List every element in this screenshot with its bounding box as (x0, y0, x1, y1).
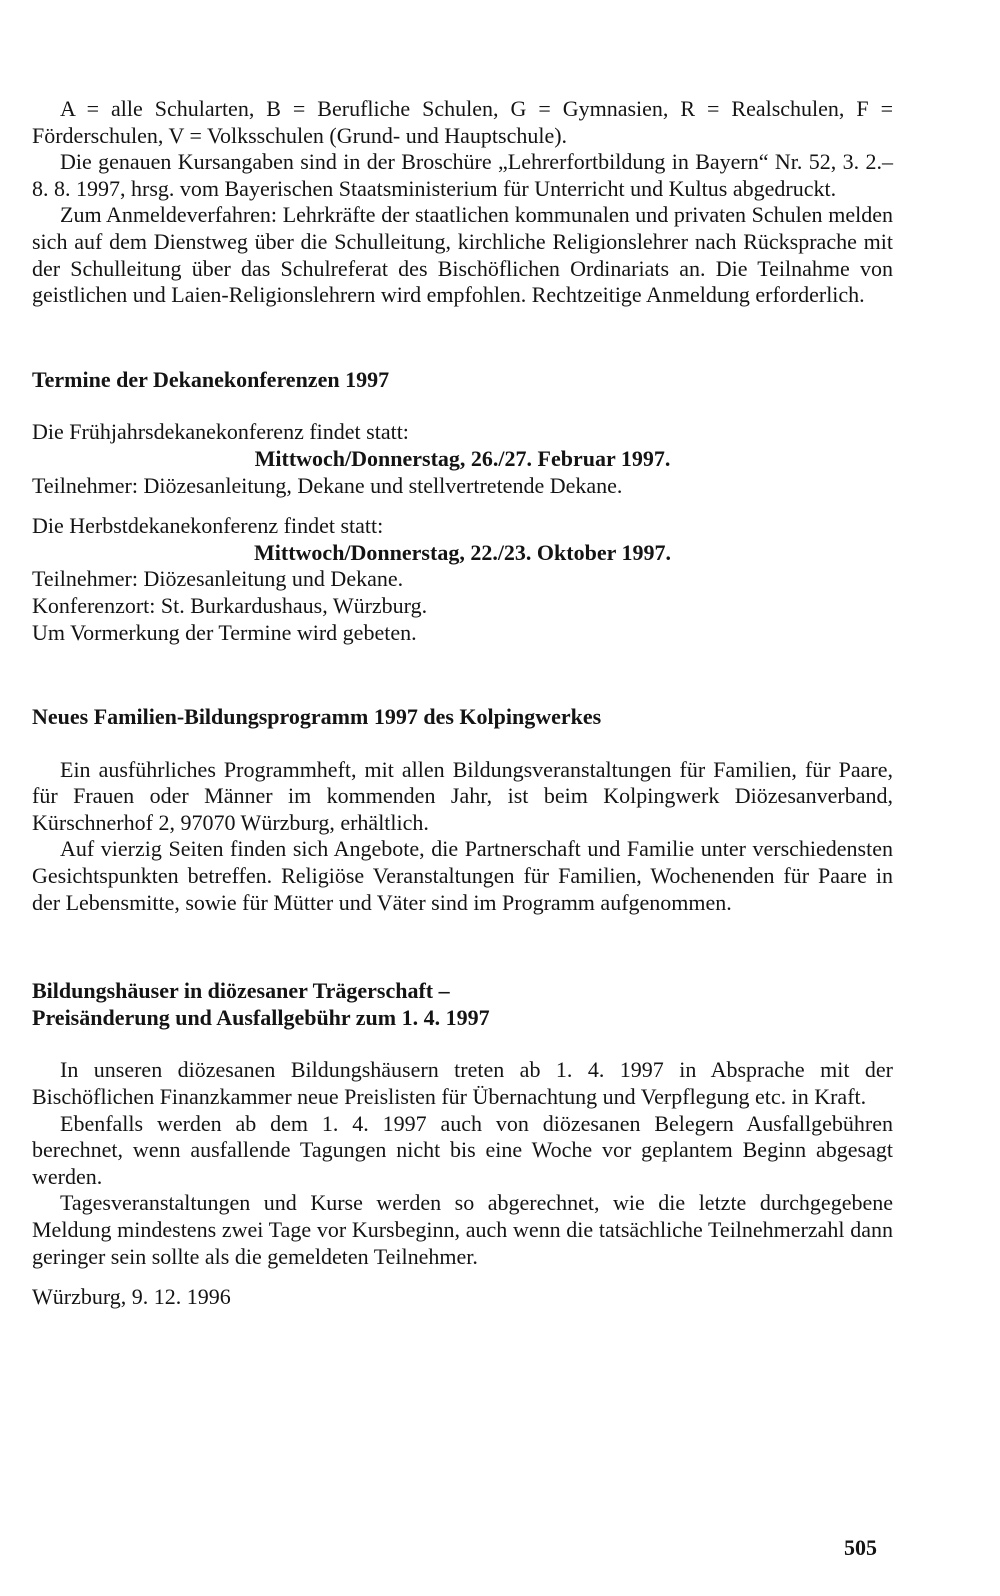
kolping-section (32, 704, 893, 916)
bildungshaeuser-heading-line-1: Bildungshäuser in diözesaner Trägerschaft – (32, 978, 450, 1004)
place-and-date: Würzburg, 9. 12. 1996 (32, 1284, 231, 1310)
registration-paragraph: Zum Anmeldeverfahren: Lehrkräfte der staatlichen kommunalen und privaten Schulen melden sich auf dem Dienstweg über die Schulleitung, kirchliche Religionslehrer nach Rücksprache mit der Schulleitung über das Schulreferat des Bischöflichen Ordinariats an. Die Teilnahme von geistlichen und Laien-Religionslehrern wird empfohlen. Rechtzeitige Anmeldung erforderlich. (32, 202, 893, 308)
intro-section (32, 96, 893, 309)
autumn-conference-participants: Teilnehmer: Diözesanleitung und Dekane. (32, 566, 404, 592)
spring-conference-date: Mittwoch/Donnerstag, 26./27. Februar 1997. (254, 445, 671, 471)
school-types-paragraph: A = alle Schularten, B = Berufliche Schulen, G = Gymnasien, R = Realschulen, F = Förderschulen, V = Volksschulen (Grund- und Hauptschule). (32, 96, 893, 148)
kolping-paragraph-1: Ein ausführliches Programmheft, mit allen Bildungsveranstaltungen für Familien, für Paare, für Frauen oder Männer im kommenden Jahr, ist beim Kolpingwerk Diözesanverband, Kürschnerhof 2, 97070 Würzburg, erhältlich. (32, 756, 893, 835)
course-info-paragraph: Die genauen Kursangaben sind in der Broschüre „Lehrerfortbildung in Bayern“ Nr. 52, 3. 2.–8. 8. 1997, hrsg. vom Bayerischen Staatsministerium für Unterricht und Kultus abgedruckt. (32, 149, 893, 201)
bildungshaeuser-heading-line-2: Preisänderung und Ausfallgebühr zum 1. 4. 1997 (32, 1004, 490, 1030)
conference-location: Konferenzort: St. Burkardushaus, Würzburg. (32, 592, 428, 618)
spring-conference-participants: Teilnehmer: Diözesanleitung, Dekane und stellvertretende Dekane. (32, 472, 623, 498)
page-number: 505 (844, 1535, 877, 1560)
bildungshaeuser-paragraph-1: In unseren diözesanen Bildungshäusern treten ab 1. 4. 1997 in Absprache mit der Bischöflichen Finanzkammer neue Preislisten für Übernachtung und Verpflegung etc. in Kraft. (32, 1057, 893, 1110)
autumn-conference-date: Mittwoch/Donnerstag, 22./23. Oktober 1997. (254, 539, 671, 565)
reminder-note: Um Vormerkung der Termine wird gebeten. (32, 619, 417, 645)
spring-conference-intro: Die Frühjahrsdekanekonferenz findet statt: (32, 419, 409, 445)
bildungshaeuser-paragraph-2: Ebenfalls werden ab dem 1. 4. 1997 auch von diözesanen Belegern Ausfallgebühren berechnet, wenn ausfallende Tagungen nicht bis eine Woche vor geplantem Beginn abgesagt werden. (32, 1110, 893, 1189)
bildungshaeuser-section (32, 978, 893, 1311)
kolping-paragraph-2: Auf vierzig Seiten finden sich Angebote, die Partnerschaft und Familie unter verschiedensten Gesichtspunkten betreffen. Religiöse Veranstaltungen für Familien, Wochenenden für Paare in der Lebensmitte, sowie für Mütter und Väter sind im Programm aufgenommen. (32, 836, 893, 915)
autumn-conference-intro: Die Herbstdekanekonferenz findet statt: (32, 513, 384, 539)
dekan-heading: Termine der Dekanekonferenzen 1997 (32, 366, 390, 392)
dekan-section (32, 367, 893, 646)
document-page (32, 96, 893, 1311)
kolping-heading: Neues Familien-Bildungsprogramm 1997 des Kolpingwerkes (32, 704, 602, 730)
bildungshaeuser-paragraph-3: Tagesveranstaltungen und Kurse werden so abgerechnet, wie die letzte durchgegebene Meldung mindestens zwei Tage vor Kursbeginn, auch wenn die tatsächliche Teilnehmerzahl dann geringer sein sollte als die gemeldeten Teilnehmer. (32, 1190, 893, 1269)
